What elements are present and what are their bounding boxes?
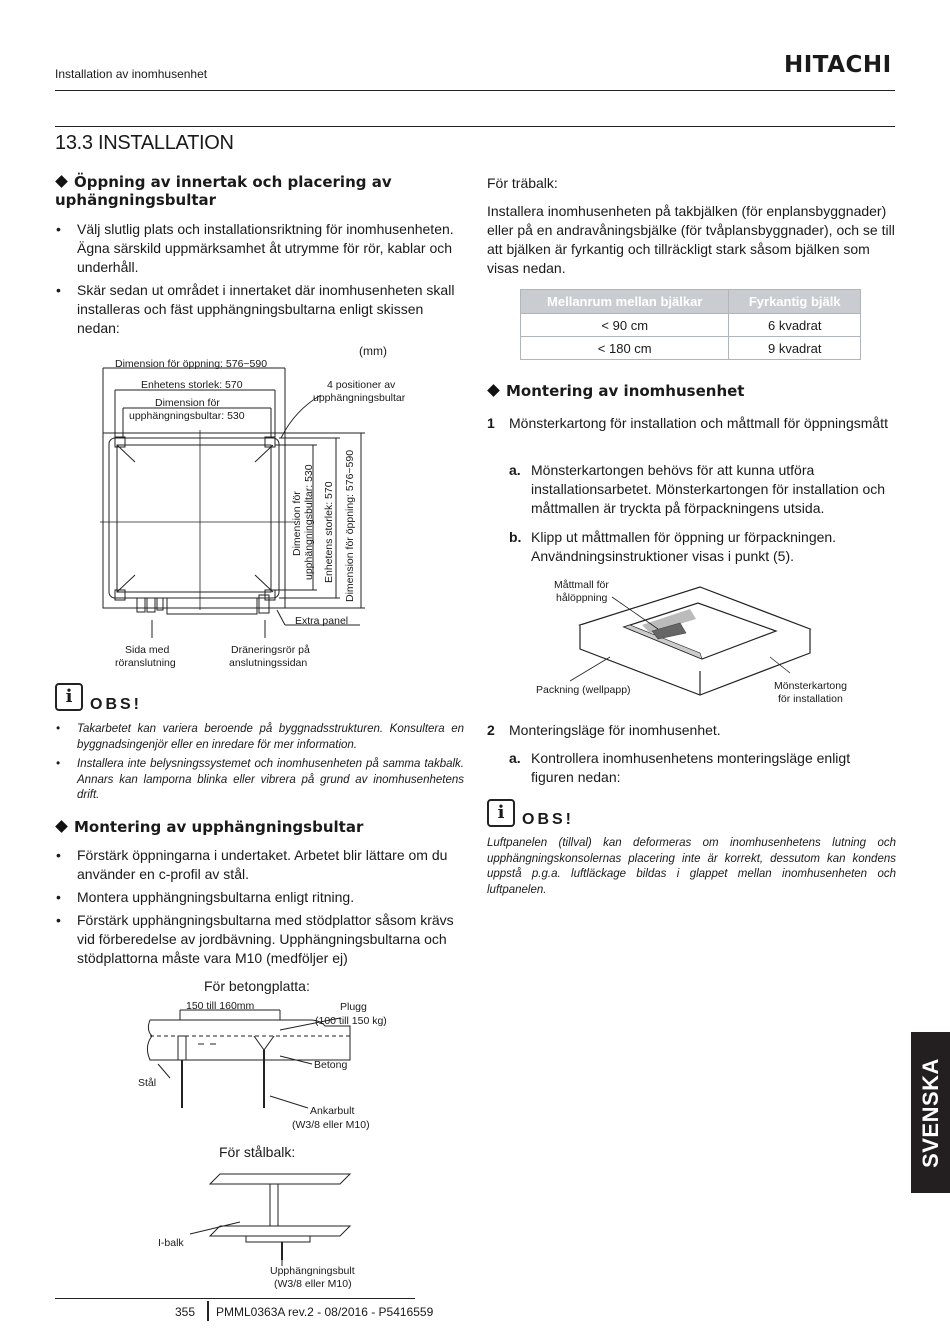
step-text: Klipp ut måttmallen för öppning ur förpackningen. Användningsinstruktioner visas i punkt (5).	[531, 529, 837, 564]
label-v-bolt-1: Dimension för	[291, 491, 303, 556]
obs-item: • Installera inte belysningssystemet och inomhusenheten på samma takbalk. Annars kan lamporna blinka eller vibrera på grund av inomhusenhetens drift.	[56, 758, 464, 801]
ceiling-opening-diagram	[95, 340, 470, 675]
step-text: Monteringsläge för inomhusenhet.	[509, 722, 721, 738]
label-betong: Betong	[314, 1059, 348, 1071]
table-row: < 90 cm 6 kvadrat	[521, 314, 861, 337]
label-anchor-1: Ankarbult	[310, 1105, 355, 1117]
step-label: a.	[509, 750, 521, 766]
section-title: 13.3 INSTALLATION	[55, 132, 234, 154]
label-side-pipe-1: Sida med	[125, 644, 170, 656]
label-v-opening: Dimension för öppning: 576~590	[344, 449, 356, 602]
label-steel-bolt-1: Upphängningsbult	[270, 1265, 355, 1277]
brand-logo: HITACHI	[784, 52, 892, 78]
label-template-1: Måttmall för	[554, 579, 609, 591]
bullet-item: • Skär sedan ut området i innertaket där inomhusenheten skall installeras och fäst upphängningsbultarna enligt skissen nedan:	[56, 282, 455, 336]
label-steel-bolt-2: (W3/8 eller M10)	[274, 1278, 352, 1290]
label-mm: (mm)	[359, 344, 387, 358]
label-unit-size: Enhetens storlek: 570	[141, 379, 243, 391]
step-number: 1	[487, 415, 495, 431]
label-packing: Packning (wellpapp)	[536, 684, 631, 696]
wood-text: Installera inomhusenheten på takbjälken (för enplansbyggnader) eller på en andravåningsbjälke (för tvåplansbyggnader), och se till att bjälken är fyrkantig och tillräckligt stark såsom bjälken som visas nedan.	[487, 203, 895, 276]
label-plug-1: Plugg	[340, 1001, 367, 1013]
header-rule	[55, 90, 895, 91]
footer-divider	[207, 1301, 209, 1321]
language-tab: SVENSKA	[911, 1032, 950, 1193]
concrete-title: För betongplatta:	[204, 978, 310, 994]
label-dim-opening: Dimension för öppning: 576~590	[115, 358, 268, 370]
obs-text: Luftpanelen (tillval) kan deformeras om inomhusenhetens lutning och upphängningskonsolernas placering inte är korrekt, dessutom kan kondens uppstå p.g.a. luftläckage bildas i glappet mellan inomhusenheten och luftpanelen.	[487, 837, 896, 896]
label-drain-2: anslutningssidan	[229, 657, 308, 669]
heading-bolt-mounting: Montering av upphängningsbultar	[55, 818, 445, 836]
pattern-box-diagram	[530, 575, 870, 710]
beam-table	[520, 289, 861, 360]
label-side-pipe-2: röranslutning	[115, 657, 176, 669]
step-text: Kontrollera inomhusenhetens monteringsläge enligt figuren nedan:	[531, 750, 851, 785]
steel-title: För stålbalk:	[219, 1144, 296, 1160]
info-icon: i	[55, 683, 83, 711]
label-box-1: Mönsterkartong	[774, 680, 847, 692]
section-rule	[55, 126, 895, 127]
label-range: 150 till 160mm	[186, 1000, 255, 1012]
diamond-icon	[55, 175, 68, 188]
obs-heading: OBS!	[522, 811, 574, 828]
heading-ceiling-opening: Öppning av innertak och placering av uphängningsbultar	[55, 173, 392, 209]
diamond-icon	[487, 384, 500, 397]
concrete-slab-diagram	[130, 996, 400, 1136]
bullet-item: • Förstärk upphängningsbultarna med stödplattor såsom krävs vid förberedelse av jordbävning. Upphängningsbultarna och stödplattorna måste vara M10 (medföljer ej)	[56, 912, 454, 966]
label-bolt-dim-2: upphängningsbultar: 530	[129, 410, 245, 422]
label-box-2: för installation	[778, 693, 843, 705]
label-ibalk: I-balk	[158, 1237, 184, 1249]
table-header: Mellanrum mellan bjälkar	[521, 290, 729, 314]
label-anchor-2: (W3/8 eller M10)	[292, 1119, 370, 1131]
steel-beam-diagram	[150, 1162, 380, 1294]
label-bolt-dim-1: Dimension för	[155, 397, 220, 409]
bullet-item: • Förstärk öppningarna i undertaket. Arbetet blir lättare om du använder en c-profil av stål.	[56, 847, 448, 882]
step-number: 2	[487, 722, 495, 738]
obs-heading: OBS!	[90, 696, 142, 713]
diamond-icon	[55, 820, 68, 833]
label-positions-2: upphängningsbultar	[313, 392, 406, 404]
wood-title: För träbalk:	[487, 175, 558, 191]
label-stal: Stål	[138, 1077, 157, 1089]
label-template-2: hålöppning	[556, 592, 608, 604]
step-text: Mönsterkartongen behövs för att kunna utföra installationsarbetet. Mönsterkartongen för installation och måttmallen är tryckta på förpackningens utsida.	[531, 462, 886, 516]
page-number: 355	[175, 1305, 196, 1319]
step-text: Mönsterkartong för installation och måttmall för öppningsmått	[509, 415, 888, 431]
label-positions-1: 4 positioner av	[327, 379, 396, 391]
obs-item: • Takarbetet kan variera beroende på byggnadsstrukturen. Konsultera en byggnadsingenjör eller en inredare för mer information.	[56, 723, 464, 751]
table-row: < 180 cm 9 kvadrat	[521, 337, 861, 360]
table-header: Fyrkantig bjälk	[729, 290, 861, 314]
step-label: b.	[509, 529, 522, 545]
label-plug-2: (100 till 150 kg)	[315, 1015, 387, 1027]
doc-id: PMML0363A rev.2 - 08/2016 - P5416559	[216, 1305, 434, 1319]
heading-unit-mounting: Montering av inomhusenhet	[487, 382, 887, 400]
header-title: Installation av inomhusenhet	[55, 67, 208, 81]
step-label: a.	[509, 462, 521, 478]
bullet-item: • Välj slutlig plats och installationsriktning för inomhusenheten. Ägna särskild uppmärksamhet åt utrymme för rör, kablar och underhåll.	[56, 221, 454, 275]
info-icon: i	[487, 799, 515, 827]
label-v-bolt-2: upphängningsbultar: 530	[303, 464, 315, 580]
label-drain-1: Dräneringsrör på	[231, 644, 310, 656]
label-extra-panel: Extra panel	[295, 615, 349, 627]
label-v-unit: Enhetens storlek: 570	[323, 481, 335, 583]
footer-rule	[55, 1298, 415, 1299]
bullet-item: • Montera upphängningsbultarna enligt ritning.	[56, 889, 355, 905]
